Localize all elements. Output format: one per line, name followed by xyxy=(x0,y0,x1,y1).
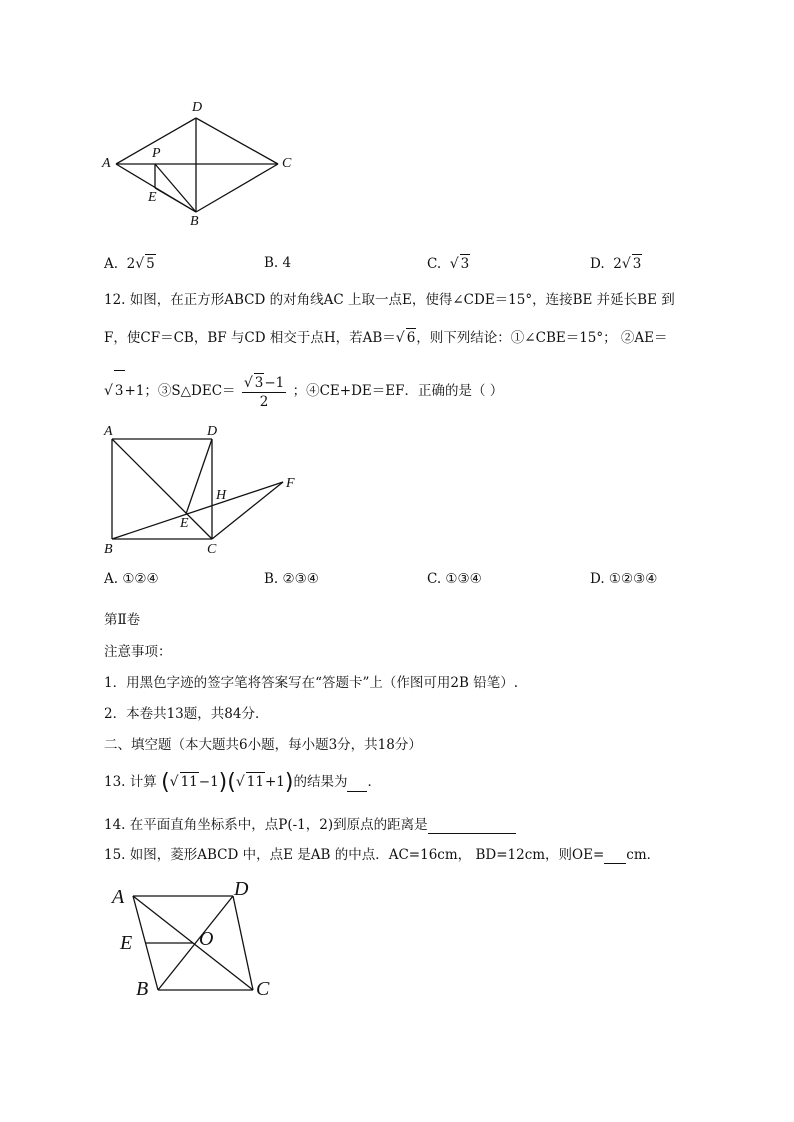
answer-blank-q15[interactable] xyxy=(604,849,626,864)
seg-PB xyxy=(155,164,196,212)
q12-line-3: √ 3+1；③S△DEC＝ $\frac{√ 3-1}{2}$ ；④CE+DE＝EF．正确的是（ ） xyxy=(104,370,503,411)
label-C: C xyxy=(207,542,217,557)
figure-q11 xyxy=(100,100,300,235)
q15: 15. 如图，菱形ABCD 中，点E 是AB 的中点．AC=16cm， BD=12cm，则OE= cm． xyxy=(104,847,661,863)
q11-option-b: B. 4 xyxy=(264,255,292,271)
q12-line-2: F，使CF＝CB，BF 与CD 相交于点H，若AB＝√ 6，则下列结论：①∠CBE＝15°； ②AE＝ xyxy=(104,330,668,346)
label-H: H xyxy=(216,488,227,503)
fraction-s-dec: $\frac{√ 3-1}{2}$ xyxy=(243,374,285,410)
figure-q11-svg xyxy=(100,100,300,235)
answer-blank-q13[interactable] xyxy=(347,777,367,792)
part2-item-1: 1．用黑色字迹的签字笔将答案写在“答题卡”上（作图可用2B 铅笔）. xyxy=(104,675,518,691)
q13: 13. 计算 (√ 11−1)(√ 11+1)的结果为 ． xyxy=(104,770,381,795)
part2-title: 第Ⅱ卷 xyxy=(104,612,141,628)
label-E: E xyxy=(148,190,157,205)
label-B: B xyxy=(190,214,199,229)
q12-option-d: D. ①②③④ xyxy=(590,571,658,587)
section-heading: 二、填空题（本大题共6小题，每小题3分，共18分） xyxy=(104,737,422,753)
label-P: P xyxy=(152,146,161,161)
q12-option-b: B. ②③④ xyxy=(264,571,319,587)
label-D: D xyxy=(234,878,249,900)
q12-line-1: 12. 如图，在正方形ABCD 的对角线AC 上取一点E，使得∠CDE＝15°，连接BE 并延长BE 到 xyxy=(104,292,675,308)
answer-blank-q14[interactable] xyxy=(428,819,516,834)
label-E: E xyxy=(180,516,189,531)
q14: 14. 在平面直角坐标系中，点P(-1，2)到原点的距离是 xyxy=(104,816,516,834)
figure-q12 xyxy=(100,422,310,560)
edge-CB xyxy=(196,164,278,212)
figure-q12-svg xyxy=(100,422,310,560)
q12-option-c: C. ①③④ xyxy=(427,571,482,587)
label-D: D xyxy=(207,424,218,439)
label-E: E xyxy=(120,932,133,954)
label-A: A xyxy=(102,156,111,171)
label-F: F xyxy=(286,476,295,491)
label-C: C xyxy=(282,156,292,171)
q12-option-a: A. ①②④ xyxy=(104,571,159,587)
label-C: C xyxy=(256,978,270,1000)
seg-EB xyxy=(155,188,196,212)
label-B: B xyxy=(104,542,113,557)
label-A: A xyxy=(104,424,113,439)
label-O: O xyxy=(199,928,214,950)
label-A: A xyxy=(112,886,125,908)
label-D: D xyxy=(192,100,203,115)
seg-BF xyxy=(112,482,283,539)
part2-item-2: 2．本卷共13题，共84分． xyxy=(104,706,269,722)
q11-option-c: C. √ 3 xyxy=(427,256,470,272)
q11-option-a: A. 2√ 5 xyxy=(104,256,155,272)
q11-option-d: D. 2√ 3 xyxy=(590,256,642,272)
figure-q15 xyxy=(108,876,288,1004)
label-B: B xyxy=(136,978,149,1000)
seg-DE xyxy=(186,439,212,514)
diag-AC xyxy=(112,439,212,539)
edge-DC xyxy=(196,118,278,164)
part2-notice: 注意事项： xyxy=(104,644,172,660)
